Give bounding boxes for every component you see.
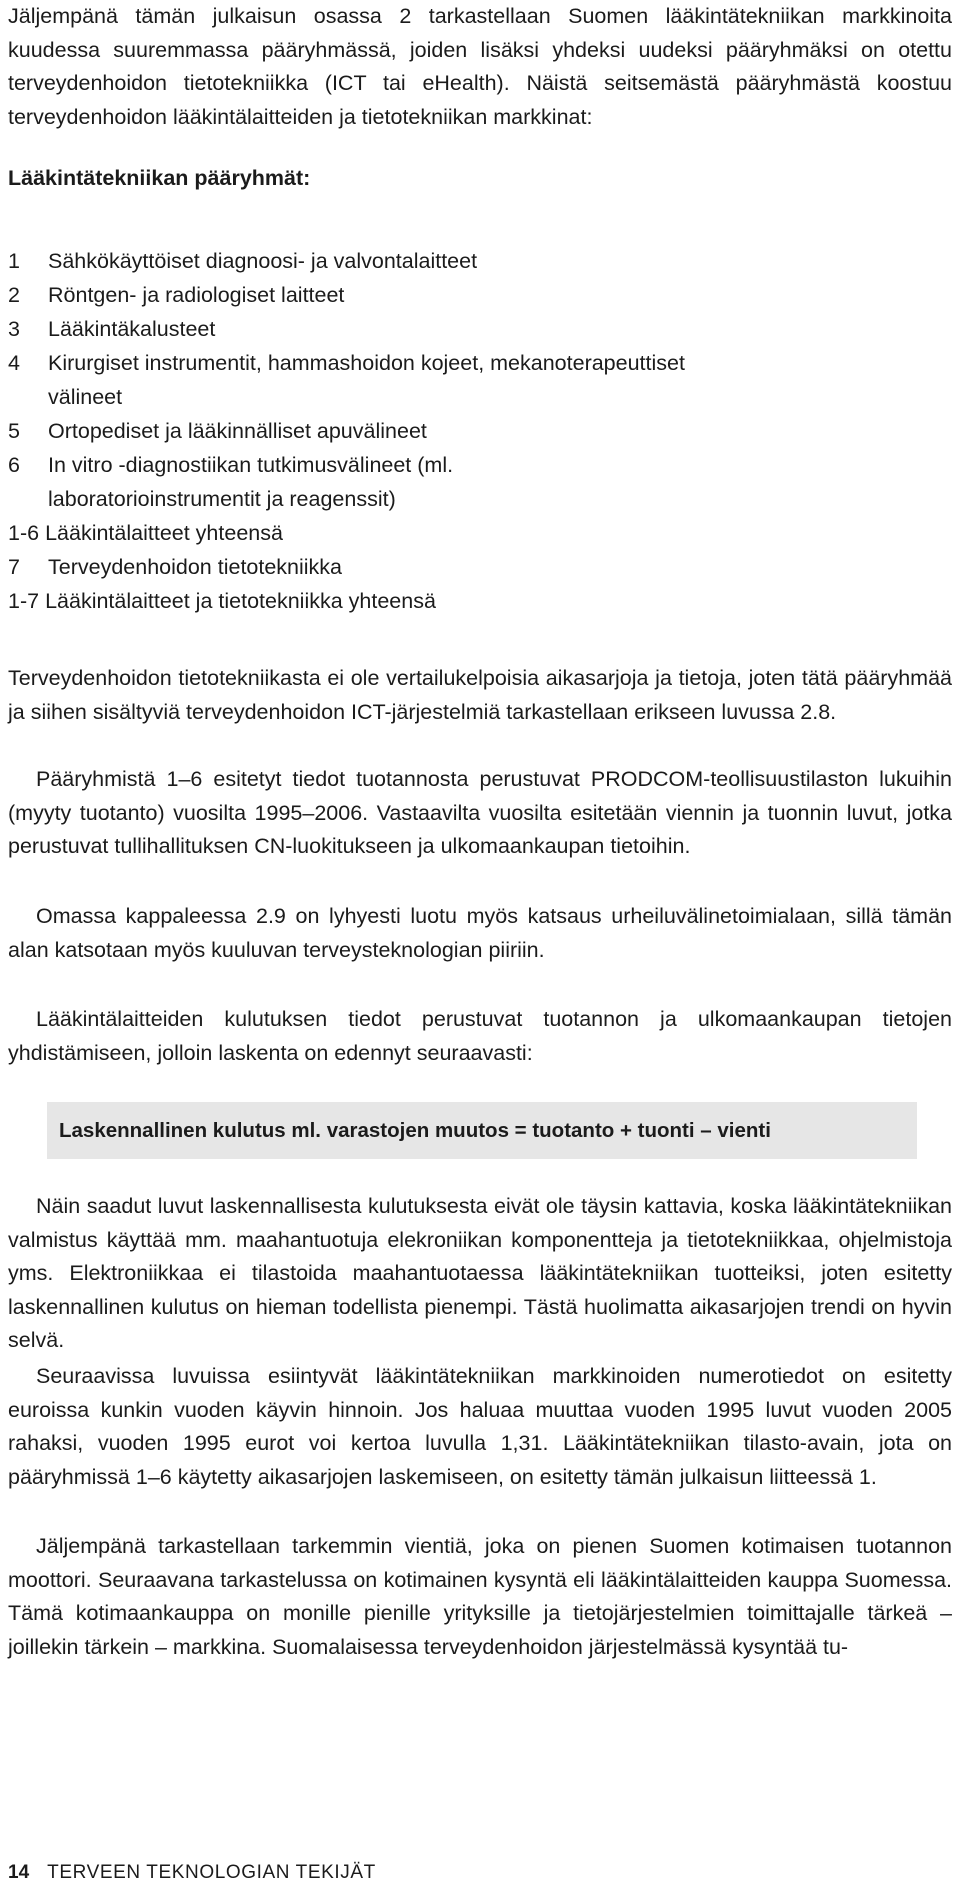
list-item-text: Lääkintälaitteet ja tietotekniikka yhteensä bbox=[45, 589, 436, 613]
list-item-number: 1-6 bbox=[8, 521, 40, 545]
body-paragraph: Terveydenhoidon tietotekniikasta ei ole vertailukelpoisia aikasarjoja ja tietoja, joten tätä pääryhmää ja siihen sisältyviä terveydenhoidon ICT-järjestelmiä tarkastellaan erikseen luvussa 2.8. bbox=[8, 666, 952, 724]
page-footer bbox=[8, 1862, 376, 1884]
list-item bbox=[8, 346, 952, 414]
body-paragraph: Seuraavissa luvuissa esiintyvät lääkintätekniikan markkinoiden numerotiedot on esitetty euroissa kunkin vuoden käyvin hinnoin. Jos haluaa muuttaa vuoden 1995 luvut vuoden 2005 rahaksi, vuoden 1995 eurot voi kertoa luvulla 1,31. Lääkintätekniikan tilasto-avain, jota on pääryhmissä 1–6 käytetty aikasarjojen laskemiseen, on esitetty tämän julkaisun liitteessä 1. bbox=[8, 1364, 952, 1489]
list-item bbox=[8, 550, 952, 584]
list-item-number: 5 bbox=[8, 419, 20, 443]
list-item-text: Lääkintäkalusteet bbox=[48, 317, 216, 341]
body-paragraph: Näin saadut luvut laskennallisesta kulutuksesta eivät ole täysin kattavia, koska lääkintätekniikan valmistus käyttää mm. maahantuotuja elekroniikan komponentteja ja tietotekniikkaa, ohjelmistoja yms. Elektroniikkaa ei tilastoida maahantuotaessa lääkintätekniikan tuotteiksi, joten esitetty laskennallinen kulutus on hieman todellista pienempi. Tästä huolimatta aikasarjojen trendi on hyvin selvä. bbox=[8, 1194, 952, 1352]
groups-list bbox=[8, 244, 952, 618]
list-item-number: 1 bbox=[8, 249, 20, 273]
body-paragraph: Pääryhmistä 1–6 esitetyt tiedot tuotannosta perustuvat PRODCOM-teollisuustilaston lukuihin (myyty tuotanto) vuosilta 1995–2006. Vastaavilta vuosilta esitetään viennin ja tuonnin luvut, jotka perustuvat tullihallituksen CN-luokitukseen ja ulkomaankaupan tietoihin. bbox=[8, 767, 952, 858]
page-number: 14 bbox=[8, 1862, 30, 1883]
list-item-number: 6 bbox=[8, 453, 20, 477]
list-item-text: Kirurgiset instrumentit, hammashoidon kojeet, mekanoterapeuttiset välineet bbox=[48, 351, 685, 409]
list-item-number: 4 bbox=[8, 351, 20, 375]
list-item-number: 1-7 bbox=[8, 589, 40, 613]
list-item-text: In vitro -diagnostiikan tutkimusvälineet (ml. laboratorioinstrumentit ja reagenssit) bbox=[48, 453, 454, 511]
list-item-text: Sähkökäyttöiset diagnoosi- ja valvontalaitteet bbox=[48, 249, 478, 273]
list-item bbox=[8, 244, 952, 278]
groups-heading: Lääkintätekniikan pääryhmät: bbox=[8, 166, 311, 190]
list-item bbox=[8, 448, 952, 516]
body-paragraph: Jäljempänä tarkastellaan tarkemmin vientiä, joka on pienen Suomen kotimaisen tuotannon moottori. Seuraavana tarkastelussa on kotimainen kysyntä eli lääkintälaitteiden kauppa Suomessa. Tämä kotimaankauppa on monille pienille yrityksille ja tietojärjestelmien toimittajalle tärkeä – joillekin tärkein – markkina. Suomalaisessa terveydenhoidon järjestelmässä kysyntää tu- bbox=[8, 1534, 952, 1659]
list-item-text: Terveydenhoidon tietotekniikka bbox=[48, 555, 343, 579]
intro-paragraph: Jäljempänä tämän julkaisun osassa 2 tarkastellaan Suomen lääkintätekniikan markkinoita kuudessa suuremmassa pääryhmässä, joiden lisäksi yhdeksi uudeksi pääryhmäksi on otettu terveydenhoidon tietotekniikka (ICT tai eHealth). Näistä seitsemästä pääryhmästä koostuu terveydenhoidon lääkintälaitteiden ja tietotekniikan markkinat: bbox=[8, 4, 952, 129]
list-item bbox=[8, 278, 952, 312]
publication-title: TERVEEN TEKNOLOGIAN TEKIJÄT bbox=[47, 1862, 376, 1883]
list-item bbox=[8, 584, 952, 618]
formula-box bbox=[47, 1102, 917, 1159]
list-item bbox=[8, 516, 952, 550]
list-item bbox=[8, 312, 952, 346]
body-paragraph: Lääkintälaitteiden kulutuksen tiedot perustuvat tuotannon ja ulkomaankaupan tietojen yhdistämiseen, jolloin laskenta on edennyt seuraavasti: bbox=[8, 1007, 952, 1065]
list-item-text: Ortopediset ja lääkinnälliset apuvälineet bbox=[48, 419, 427, 443]
list-item bbox=[8, 414, 952, 448]
list-item-number: 3 bbox=[8, 317, 20, 341]
list-item-text: Röntgen- ja radiologiset laitteet bbox=[48, 283, 345, 307]
list-item-number: 2 bbox=[8, 283, 20, 307]
body-paragraph: Omassa kappaleessa 2.9 on lyhyesti luotu myös katsaus urheiluvälinetoimialaan, sillä tämän alan katsotaan myös kuuluvan terveysteknologian piiriin. bbox=[8, 904, 952, 962]
formula-text: Laskennallinen kulutus ml. varastojen muutos = tuotanto + tuonti – vienti bbox=[59, 1118, 771, 1142]
list-item-number: 7 bbox=[8, 555, 20, 579]
list-item-text: Lääkintälaitteet yhteensä bbox=[45, 521, 283, 545]
